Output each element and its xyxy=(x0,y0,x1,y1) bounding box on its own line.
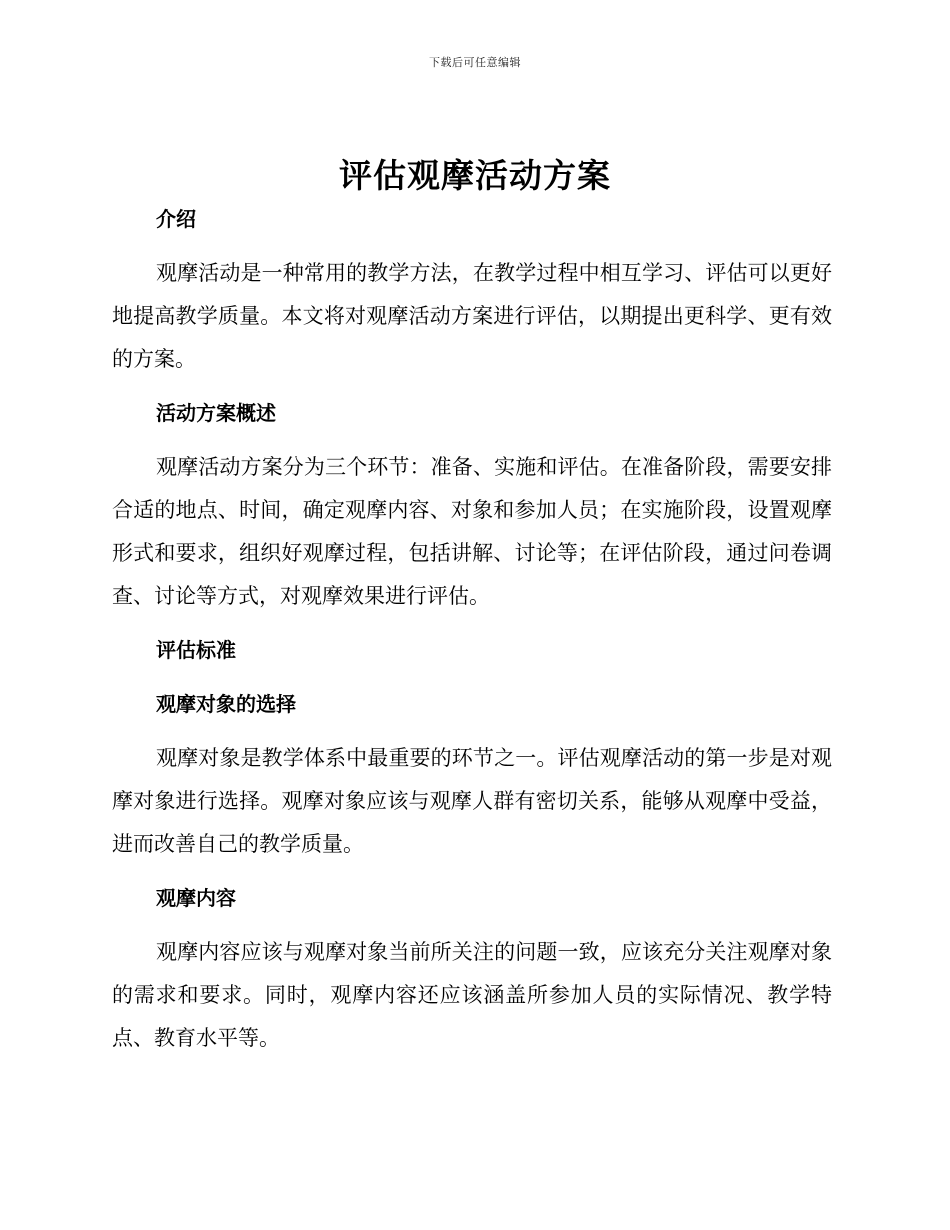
paragraph-overview: 观摩活动方案分为三个环节：准备、实施和评估。在准备阶段，需要安排合适的地点、时间，确定观摩内容、对象和参加人员；在实施阶段，设置观摩形式和要求，组织好观摩过程，包括讲解、讨论等；在评估阶段，通过问卷调查、讨论等方式，对观摩效果进行评估。 xyxy=(112,455,832,608)
heading-content: 观摩内容 xyxy=(156,886,236,910)
heading-selection: 观摩对象的选择 xyxy=(156,692,296,716)
paragraph-content: 观摩内容应该与观摩对象当前所关注的问题一致，应该充分关注观摩对象的需求和要求。同时，观摩内容还应该涵盖所参加人员的实际情况、教学特点、教育水平等。 xyxy=(112,940,832,1050)
document-title: 评估观摩活动方案 xyxy=(339,156,611,195)
document-body xyxy=(112,198,832,1060)
paragraph-intro: 观摩活动是一种常用的教学方法，在教学过程中相互学习、评估可以更好地提高教学质量。本文将对观摩活动方案进行评估，以期提出更科学、更有效的方案。 xyxy=(112,261,832,371)
header-note: 下载后可任意编辑 xyxy=(429,56,521,69)
heading-criteria: 评估标准 xyxy=(156,638,236,662)
paragraph-selection: 观摩对象是教学体系中最重要的环节之一。评估观摩活动的第一步是对观摩对象进行选择。观摩对象应该与观摩人群有密切关系，能够从观摩中受益，进而改善自己的教学质量。 xyxy=(112,746,832,856)
heading-intro: 介绍 xyxy=(156,207,196,231)
heading-overview: 活动方案概述 xyxy=(156,401,276,425)
